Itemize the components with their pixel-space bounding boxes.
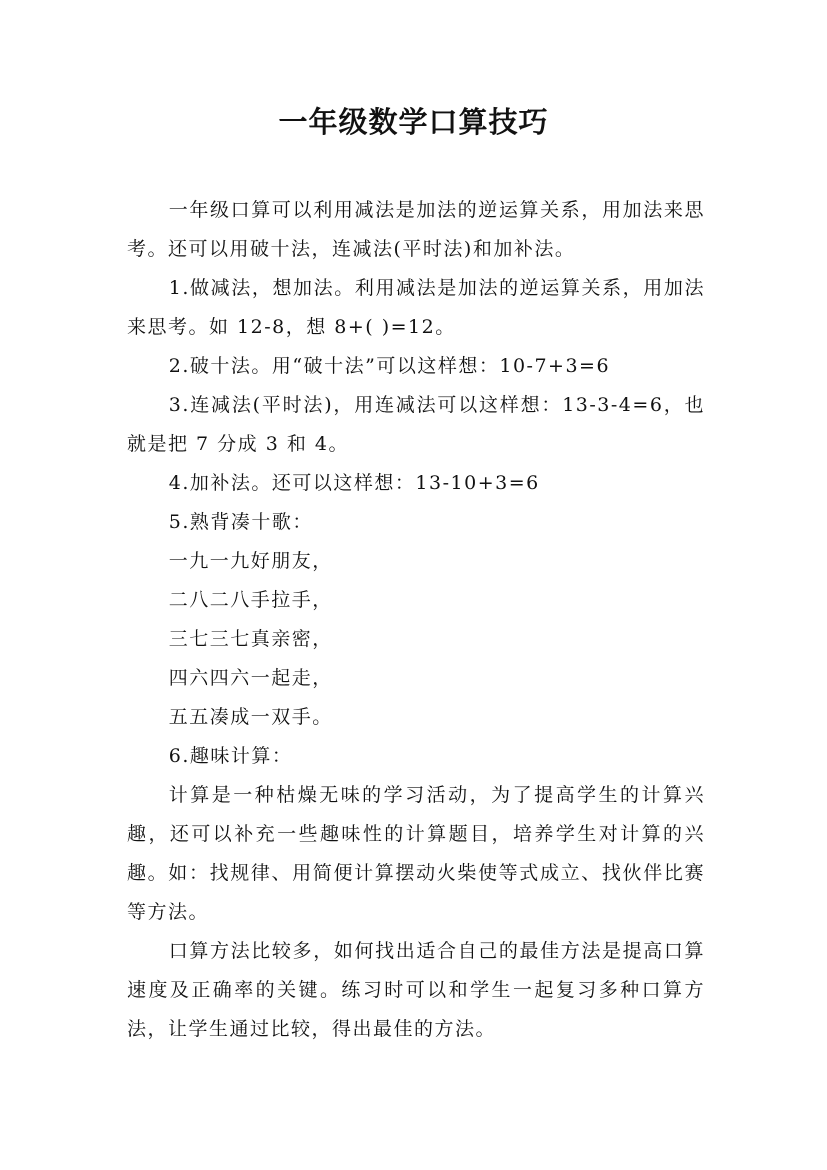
song-line-2: 二八二八手拉手， [168, 589, 333, 611]
method-3-paragraph: 3.连减法(平时法)，用连减法可以这样想：13-3-4=6，也就是把 7 分成 3 和 4。 [127, 394, 705, 455]
intro-paragraph: 一年级口算可以利用减法是加法的逆运算关系，用加法来思考。还可以用破十法，连减法(平时法)和加补法。 [127, 199, 705, 260]
method-4-paragraph: 4.加补法。还可以这样想：13-10+3=6 [168, 472, 540, 494]
document-body [127, 191, 705, 1049]
song-line-1: 一九一九好朋友， [168, 550, 333, 572]
song-line-5: 五五凑成一双手。 [168, 706, 333, 728]
document-title: 一年级数学口算技巧 [278, 105, 549, 139]
song-line-3: 三七三七真亲密， [168, 628, 333, 650]
method-2-paragraph: 2.破十法。用“破十法”可以这样想：10-7+3=6 [168, 355, 611, 377]
method-6-heading: 6.趣味计算： [168, 745, 293, 767]
method-1-paragraph: 1.做减法，想加法。利用减法是加法的逆运算关系，用加法来思考。如 12-8，想 8+( )=12。 [127, 277, 705, 338]
method-5-heading: 5.熟背凑十歌： [168, 511, 313, 533]
conclusion-paragraph: 口算方法比较多，如何找出适合自己的最佳方法是提高口算速度及正确率的关键。练习时可以和学生一起复习多种口算方法，让学生通过比较，得出最佳的方法。 [127, 940, 705, 1040]
fun-calculation-paragraph: 计算是一种枯燥无味的学习活动，为了提高学生的计算兴趣，还可以补充一些趣味性的计算题目，培养学生对计算的兴趣。如：找规律、用简便计算摆动火柴使等式成立、找伙伴比赛等方法。 [127, 784, 705, 923]
song-line-4: 四六四六一起走， [168, 667, 333, 689]
